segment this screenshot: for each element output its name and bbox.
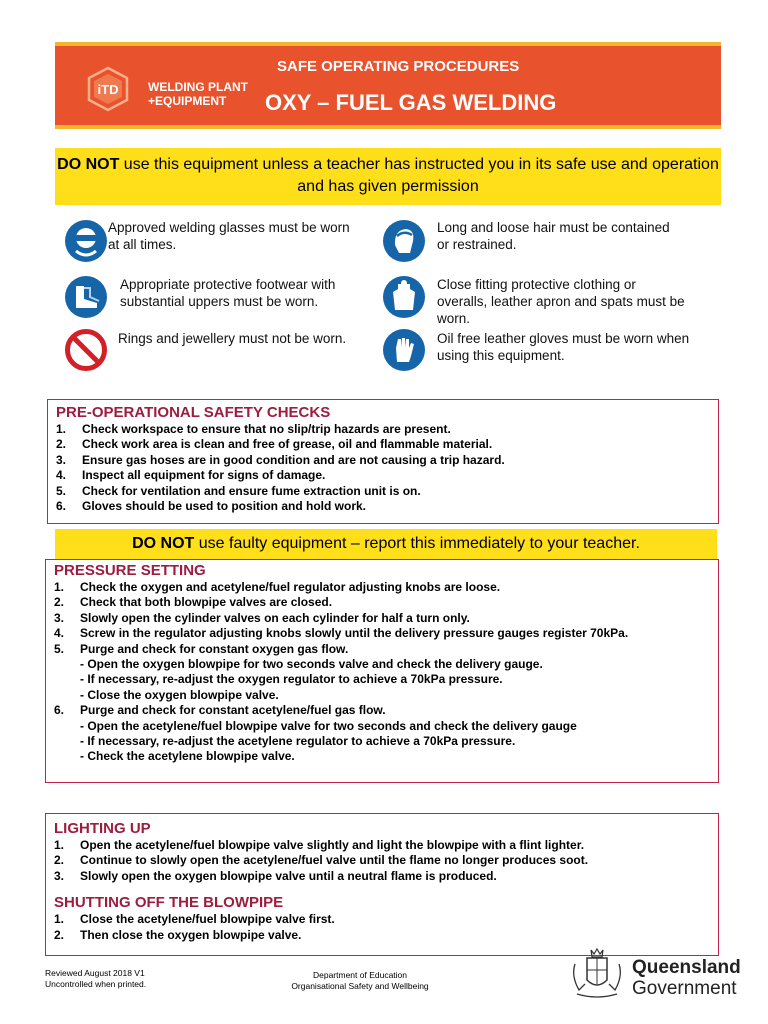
list-item: 4. Screw in the regulator adjusting knobs slowly until the delivery pressure gauges register 70kPa. [54,626,629,641]
sub-step: - Open the acetylene/fuel blowpipe valve for two seconds and check the delivery gauge [80,718,577,733]
list-item: 1. Open the acetylene/fuel blowpipe valve slightly and light the blowpipe with a flint lighter. [54,838,585,852]
document-subtitle: SAFE OPERATING PROCEDURES [277,58,520,75]
list-item: 3. Ensure gas hoses are in good condition and are not causing a trip hazard. [56,452,505,467]
pressure-setting-section [45,559,719,783]
protective-clothing-icon [382,275,426,319]
logo-text-line1: WELDING PLANT [148,80,248,94]
uncontrolled-note: Uncontrolled when printed. [45,979,147,989]
shutting-off-heading: SHUTTING OFF THE BLOWPIPE [54,894,284,912]
list-item: 6. Purge and check for constant acetylene/fuel gas flow. - Open the acetylene/fuel blowpipe valve for two seconds and check the delivery gauge - If necessary, re-adjust the acetylene regulator to achieve a 70kPa pressure. - Check the acetylene blowpipe valve. [54,703,710,765]
list-item: 1. Close the acetylene/fuel blowpipe valve first. [54,912,335,927]
list-item: 2. Continue to slowly open the acetylene/fuel valve until the flame no longer produces soot. [54,853,589,868]
no-rings-icon [64,328,108,372]
list-item: 5. Purge and check for constant oxygen gas flow. - Open the oxygen blowpipe for two seconds valve and check the delivery gauge. - If necessary, re-adjust the oxygen regulator to achieve a 70kPa pressure. - Close the oxygen blowpipe valve. [54,642,710,704]
document-title: OXY – FUEL GAS WELDING [265,90,557,115]
ppe-text-clothing: Close fitting protective clothing or overalls, leather apron and spats must be worn. [437,277,685,326]
footer-department [240,970,480,992]
list-item: 1. Check workspace to ensure that no slip/trip hazards are present. [56,422,451,436]
logo-badge-text: iTD [97,82,119,97]
unit-name: Organisational Safety and Wellbeing [291,981,429,991]
sub-step: - Close the oxygen blowpipe valve. [80,687,279,702]
warning-banner-mid [55,529,717,559]
header-banner [55,42,721,129]
lighting-up-list [54,838,710,884]
pressure-setting-list [54,580,710,765]
pre-operational-section [47,399,719,524]
lighting-shutting-section [45,813,719,956]
lighting-up-heading: LIGHTING UP [54,820,151,837]
list-item: 1. Check the oxygen and acetylene/fuel regulator adjusting knobs are loose. [54,580,501,594]
warning-banner-top [55,148,721,205]
sub-step: - Open the oxygen blowpipe for two seconds valve and check the delivery gauge. [80,657,543,672]
logo-text-line2: +EQUIPMENT [148,94,227,108]
gloves-icon [382,328,426,372]
footer-review-info [45,968,146,990]
list-item: 2. Check that both blowpipe valves are closed. [54,595,333,610]
sub-step: - Check the acetylene blowpipe valve. [80,749,295,764]
list-item: 3. Slowly open the oxygen blowpipe valve until a neutral flame is produced. [54,868,497,883]
ppe-text-hair: Long and loose hair must be contained or restrained. [437,220,670,252]
shutting-off-list [54,912,710,943]
logo-text [148,80,248,108]
warning-emphasis: DO NOT [57,156,120,173]
reviewed-date: Reviewed August 2018 V1 [45,968,145,978]
pre-operational-list [56,422,710,514]
warning-emphasis: DO NOT [132,535,195,552]
ppe-text-footwear: Appropriate protective footwear with substantial uppers must be worn. [120,277,336,309]
list-item: 4. Inspect all equipment for signs of damage. [56,468,326,483]
ppe-text-jewellery: Rings and jewellery must not be worn. [118,331,347,346]
hair-restraint-icon [382,219,426,263]
queensland-crest-icon [567,946,627,1002]
queensland-wordmark-line2: Government [632,978,737,999]
list-item: 3. Slowly open the cylinder valves on each cylinder for half a turn only. [54,610,470,625]
list-item: 2. Check work area is clean and free of grease, oil and flammable material. [56,437,493,452]
list-item: 5. Check for ventilation and ensure fume extraction unit is on. [56,483,421,498]
queensland-wordmark-line1: Queensland [632,957,741,978]
warning-text: use this equipment unless a teacher has instructed you in its safe use and operation and has given permission [119,156,719,195]
pre-operational-heading: PRE-OPERATIONAL SAFETY CHECKS [56,404,331,421]
ppe-text-glasses: Approved welding glasses must be worn at all times. [108,220,350,252]
list-item: 2. Then close the oxygen blowpipe valve. [54,927,302,942]
ppe-text-gloves: Oil free leather gloves must be worn when using this equipment. [437,331,690,363]
safety-glasses-icon [64,219,108,263]
list-item: 6. Gloves should be used to position and hold work. [56,499,367,514]
sub-step: - If necessary, re-adjust the oxygen regulator to achieve a 70kPa pressure. [80,672,503,687]
itd-logo-icon [85,66,131,112]
safety-boots-icon [64,275,108,319]
pressure-setting-heading: PRESSURE SETTING [54,562,206,579]
department-name: Department of Education [312,970,408,980]
warning-text: use faulty equipment – report this immediately to your teacher. [194,535,640,552]
sub-step: - If necessary, re-adjust the acetylene regulator to achieve a 70kPa pressure. [80,734,516,749]
